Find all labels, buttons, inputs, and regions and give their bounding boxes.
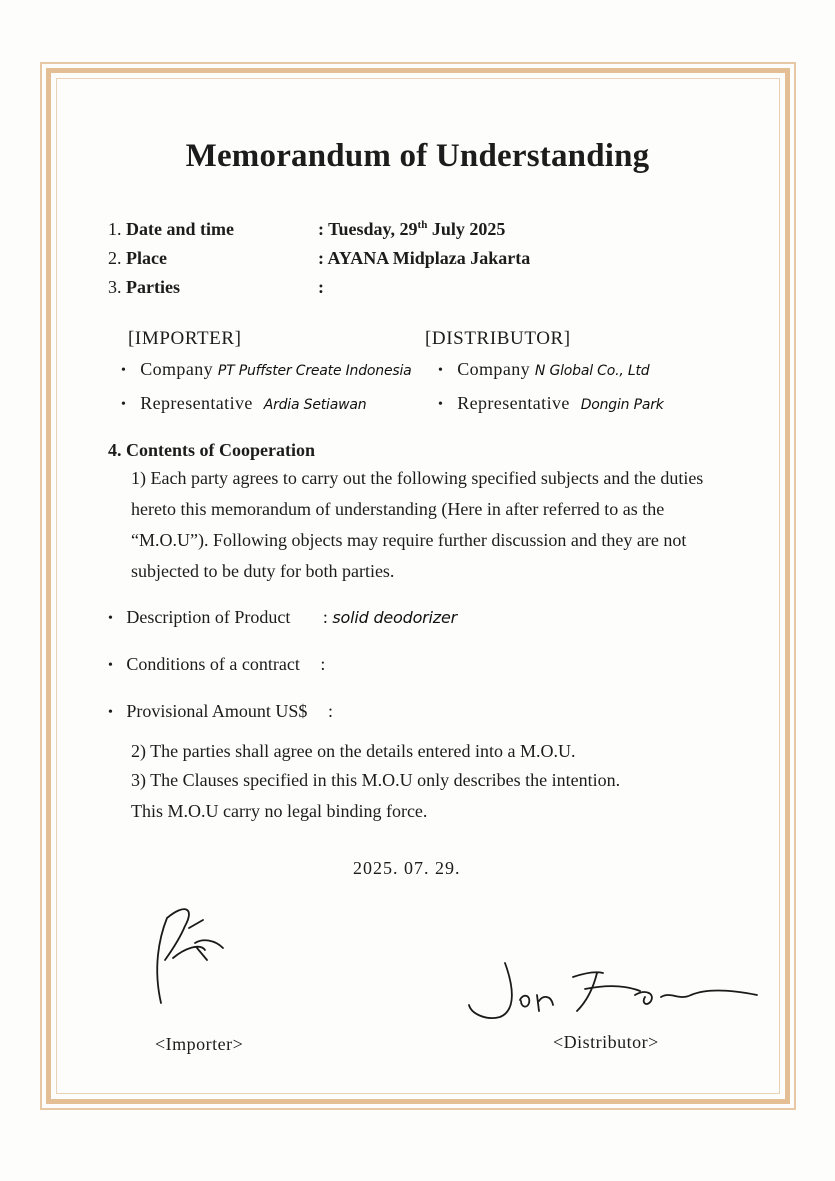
- importer-signature-graphic: [145, 898, 250, 1013]
- section-4-heading: 4. Contents of Cooperation: [108, 440, 315, 460]
- distributor-signature-label: <Distributor>: [553, 1032, 659, 1052]
- importer-heading: [IMPORTER]: [128, 328, 242, 349]
- product-handwritten: solid deodorizer: [332, 608, 458, 627]
- bullet-conditions-of-contract: • Conditions of a contract :: [108, 654, 325, 675]
- importer-rep-handwritten: Ardia Setiawan: [263, 397, 367, 413]
- importer-representative: • Representative Ardia Setiawan: [121, 393, 366, 414]
- item-place-label: 2. Place: [108, 248, 167, 268]
- importer-company: • Company PT Puffster Create Indonesia: [121, 359, 412, 380]
- importer-signature-label: <Importer>: [155, 1034, 244, 1054]
- item-place-value: : AYANA Midplaza Jakarta: [318, 248, 531, 268]
- distributor-representative: • Representative Dongin Park: [438, 393, 664, 414]
- document-title: Memorandum of Understanding: [185, 138, 650, 174]
- item-date-label: 1. Date and time: [108, 219, 234, 239]
- distributor-signature-graphic: [465, 955, 765, 1025]
- bullet-provisional-amount: • Provisional Amount US$ :: [108, 701, 333, 722]
- section-4-paragraph-2: 2) The parties shall agree on the details entered into a M.O.U.: [131, 741, 576, 761]
- item-parties-label: 3. Parties: [108, 277, 180, 297]
- item-parties-value: :: [318, 277, 324, 297]
- document-date: 2025. 07. 29.: [353, 858, 461, 878]
- section-4-paragraph-3: 3) The Clauses specified in this M.O.U only describes the intention.: [131, 770, 621, 790]
- distributor-rep-handwritten: Dongin Park: [580, 397, 664, 413]
- item-date-value: : Tuesday, 29th July 2025: [318, 219, 506, 239]
- bullet-description-of-product: • Description of Product : solid deodorizer: [108, 607, 457, 628]
- section-4-paragraph-4: This M.O.U carry no legal binding force.: [131, 801, 428, 821]
- distributor-company: • Company N Global Co., Ltd: [438, 359, 649, 380]
- distributor-heading: [DISTRIBUTOR]: [425, 328, 571, 349]
- section-4-paragraph-1: 1) Each party agrees to carry out the following specified subjects and the duties hereto this memorandum of understanding (Here in after referred to as the “M.O.U”). Following objects may require further discussion and they are not subjected to be duty for both parties.: [131, 468, 704, 581]
- distributor-company-handwritten: N Global Co., Ltd: [534, 363, 650, 379]
- importer-company-handwritten: PT Puffster Create Indonesia: [217, 363, 412, 379]
